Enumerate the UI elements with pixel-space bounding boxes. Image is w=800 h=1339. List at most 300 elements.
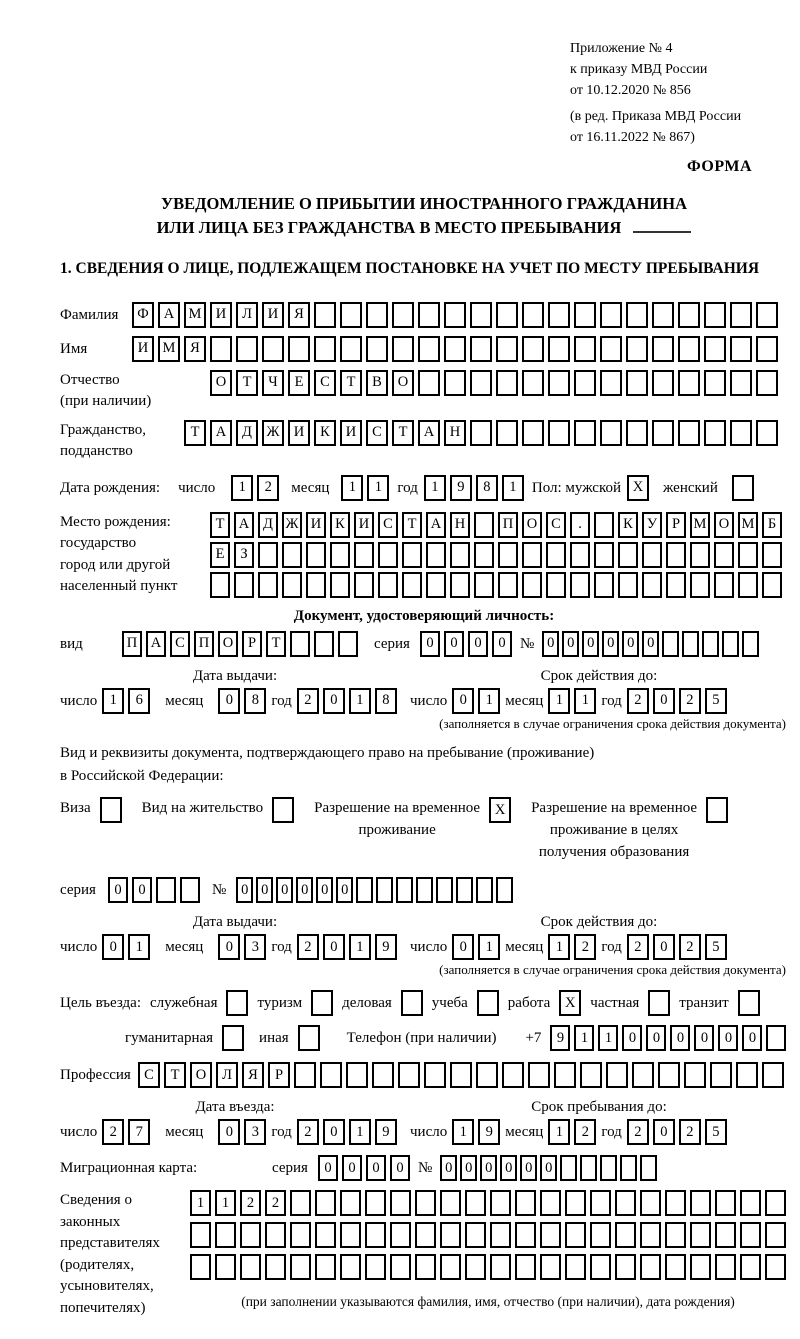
birth-place-char-box[interactable]: Б bbox=[762, 512, 782, 538]
phone-digit-box[interactable] bbox=[766, 1025, 786, 1051]
birth-place-char-box[interactable] bbox=[354, 572, 374, 598]
birth-place-char-box[interactable] bbox=[570, 572, 590, 598]
stay-year-box[interactable]: 2 bbox=[627, 1119, 649, 1145]
birth-place-char-box[interactable] bbox=[498, 572, 518, 598]
birth-place-char-box[interactable] bbox=[642, 572, 662, 598]
name-char-box[interactable] bbox=[470, 336, 492, 362]
phone-digit-box[interactable]: 9 bbox=[550, 1025, 570, 1051]
profession-char-box[interactable] bbox=[580, 1062, 602, 1088]
name-char-box[interactable] bbox=[236, 336, 258, 362]
representatives-char-box[interactable] bbox=[540, 1254, 561, 1280]
citizenship-char-box[interactable] bbox=[548, 420, 570, 446]
birth-place-char-box[interactable] bbox=[738, 572, 758, 598]
citizenship-char-box[interactable] bbox=[574, 420, 596, 446]
representatives-char-box[interactable] bbox=[190, 1222, 211, 1248]
phone-digit-box[interactable]: 0 bbox=[718, 1025, 738, 1051]
sluzhebnaya-checkbox[interactable] bbox=[226, 990, 248, 1016]
representatives-char-box[interactable] bbox=[540, 1190, 561, 1216]
migration-series-box[interactable]: 0 bbox=[366, 1155, 386, 1181]
residence-number-box[interactable]: 0 bbox=[336, 877, 353, 903]
residence-issue-year-box[interactable]: 2 bbox=[297, 934, 319, 960]
profession-char-box[interactable] bbox=[372, 1062, 394, 1088]
birth-month-box[interactable]: 1 bbox=[341, 475, 363, 501]
representatives-char-box[interactable] bbox=[690, 1190, 711, 1216]
birth-place-char-box[interactable] bbox=[522, 572, 542, 598]
representatives-char-box[interactable] bbox=[315, 1222, 336, 1248]
profession-char-box[interactable] bbox=[658, 1062, 680, 1088]
profession-char-box[interactable]: Р bbox=[268, 1062, 290, 1088]
residence-number-box[interactable] bbox=[436, 877, 453, 903]
birth-place-char-box[interactable] bbox=[570, 542, 590, 568]
name-char-box[interactable] bbox=[678, 336, 700, 362]
representatives-char-box[interactable] bbox=[315, 1254, 336, 1280]
male-checkbox[interactable]: X bbox=[627, 475, 649, 501]
profession-char-box[interactable] bbox=[450, 1062, 472, 1088]
representatives-char-box[interactable] bbox=[590, 1222, 611, 1248]
identity-issue-month-box[interactable]: 0 bbox=[218, 688, 240, 714]
phone-digit-box[interactable]: 0 bbox=[670, 1025, 690, 1051]
name-char-box[interactable] bbox=[730, 336, 752, 362]
representatives-char-box[interactable] bbox=[340, 1222, 361, 1248]
residence-valid-day-box[interactable]: 1 bbox=[478, 934, 500, 960]
surname-char-box[interactable]: И bbox=[210, 302, 232, 328]
birth-place-char-box[interactable] bbox=[306, 542, 326, 568]
birth-place-char-box[interactable] bbox=[594, 512, 614, 538]
citizenship-char-box[interactable]: К bbox=[314, 420, 336, 446]
representatives-char-box[interactable]: 1 bbox=[215, 1190, 236, 1216]
representatives-char-box[interactable] bbox=[715, 1190, 736, 1216]
name-char-box[interactable] bbox=[756, 336, 778, 362]
birth-place-char-box[interactable] bbox=[666, 542, 686, 568]
identity-number-box[interactable] bbox=[742, 631, 759, 657]
birth-place-char-box[interactable] bbox=[522, 542, 542, 568]
entry-day-box[interactable]: 2 bbox=[102, 1119, 124, 1145]
birth-place-char-box[interactable] bbox=[330, 542, 350, 568]
profession-char-box[interactable] bbox=[736, 1062, 758, 1088]
patronymic-char-box[interactable]: Т bbox=[340, 370, 362, 396]
representatives-char-box[interactable] bbox=[615, 1254, 636, 1280]
birth-year-box[interactable]: 8 bbox=[476, 475, 498, 501]
patronymic-char-box[interactable] bbox=[730, 370, 752, 396]
surname-char-box[interactable] bbox=[392, 302, 414, 328]
representatives-char-box[interactable] bbox=[640, 1254, 661, 1280]
representatives-char-box[interactable] bbox=[390, 1254, 411, 1280]
representatives-char-box[interactable] bbox=[415, 1190, 436, 1216]
profession-char-box[interactable] bbox=[528, 1062, 550, 1088]
representatives-char-box[interactable] bbox=[765, 1190, 786, 1216]
birth-place-char-box[interactable] bbox=[234, 572, 254, 598]
birth-place-char-box[interactable] bbox=[210, 572, 230, 598]
birth-place-char-box[interactable] bbox=[642, 542, 662, 568]
name-char-box[interactable] bbox=[652, 336, 674, 362]
birth-place-char-box[interactable] bbox=[330, 572, 350, 598]
residence-series-box[interactable]: 0 bbox=[108, 877, 128, 903]
identity-number-box[interactable] bbox=[662, 631, 679, 657]
patronymic-char-box[interactable]: О bbox=[210, 370, 232, 396]
representatives-char-box[interactable] bbox=[390, 1190, 411, 1216]
birth-place-char-box[interactable] bbox=[474, 512, 494, 538]
identity-number-box[interactable] bbox=[722, 631, 739, 657]
residence-issue-year-box[interactable]: 9 bbox=[375, 934, 397, 960]
representatives-char-box[interactable] bbox=[715, 1222, 736, 1248]
residence-issue-year-box[interactable]: 1 bbox=[349, 934, 371, 960]
name-char-box[interactable] bbox=[548, 336, 570, 362]
birth-place-char-box[interactable]: О bbox=[714, 512, 734, 538]
representatives-char-box[interactable]: 1 bbox=[190, 1190, 211, 1216]
identity-kind-char-box[interactable]: Т bbox=[266, 631, 286, 657]
ucheba-checkbox[interactable] bbox=[477, 990, 499, 1016]
birth-place-char-box[interactable]: М bbox=[738, 512, 758, 538]
residence-valid-month-box[interactable]: 2 bbox=[574, 934, 596, 960]
identity-number-box[interactable] bbox=[682, 631, 699, 657]
residence-number-box[interactable]: 0 bbox=[296, 877, 313, 903]
surname-char-box[interactable] bbox=[574, 302, 596, 328]
phone-digit-box[interactable]: 0 bbox=[694, 1025, 714, 1051]
stay-month-box[interactable]: 1 bbox=[548, 1119, 570, 1145]
birth-place-char-box[interactable]: Д bbox=[258, 512, 278, 538]
name-char-box[interactable] bbox=[444, 336, 466, 362]
representatives-char-box[interactable] bbox=[665, 1222, 686, 1248]
identity-valid-month-box[interactable]: 1 bbox=[548, 688, 570, 714]
birth-place-char-box[interactable] bbox=[618, 542, 638, 568]
representatives-char-box[interactable] bbox=[665, 1254, 686, 1280]
profession-char-box[interactable]: Л bbox=[216, 1062, 238, 1088]
patronymic-char-box[interactable] bbox=[626, 370, 648, 396]
migration-number-box[interactable]: 0 bbox=[480, 1155, 497, 1181]
name-char-box[interactable] bbox=[392, 336, 414, 362]
citizenship-char-box[interactable]: А bbox=[210, 420, 232, 446]
representatives-char-box[interactable] bbox=[615, 1190, 636, 1216]
profession-char-box[interactable] bbox=[710, 1062, 732, 1088]
migration-series-box[interactable]: 0 bbox=[342, 1155, 362, 1181]
birth-place-char-box[interactable]: К bbox=[618, 512, 638, 538]
residence-permit-checkbox[interactable] bbox=[272, 797, 294, 823]
birth-place-char-box[interactable]: О bbox=[522, 512, 542, 538]
residence-valid-year-box[interactable]: 0 bbox=[653, 934, 675, 960]
representatives-char-box[interactable]: 2 bbox=[240, 1190, 261, 1216]
representatives-char-box[interactable] bbox=[365, 1222, 386, 1248]
representatives-char-box[interactable]: 2 bbox=[265, 1190, 286, 1216]
residence-number-box[interactable] bbox=[496, 877, 513, 903]
name-char-box[interactable] bbox=[314, 336, 336, 362]
surname-char-box[interactable]: Ф bbox=[132, 302, 154, 328]
patronymic-char-box[interactable] bbox=[470, 370, 492, 396]
identity-valid-year-box[interactable]: 2 bbox=[679, 688, 701, 714]
residence-series-box[interactable] bbox=[156, 877, 176, 903]
representatives-char-box[interactable] bbox=[665, 1190, 686, 1216]
representatives-char-box[interactable] bbox=[740, 1222, 761, 1248]
identity-valid-year-box[interactable]: 0 bbox=[653, 688, 675, 714]
identity-valid-day-box[interactable]: 1 bbox=[478, 688, 500, 714]
profession-char-box[interactable] bbox=[398, 1062, 420, 1088]
birth-place-char-box[interactable] bbox=[474, 572, 494, 598]
stay-year-box[interactable]: 5 bbox=[705, 1119, 727, 1145]
name-char-box[interactable] bbox=[704, 336, 726, 362]
representatives-char-box[interactable] bbox=[640, 1222, 661, 1248]
name-char-box[interactable]: И bbox=[132, 336, 154, 362]
surname-char-box[interactable] bbox=[704, 302, 726, 328]
identity-issue-year-box[interactable]: 1 bbox=[349, 688, 371, 714]
representatives-char-box[interactable] bbox=[240, 1254, 261, 1280]
surname-char-box[interactable]: А bbox=[158, 302, 180, 328]
birth-place-char-box[interactable]: С bbox=[378, 512, 398, 538]
surname-char-box[interactable] bbox=[340, 302, 362, 328]
identity-series-box[interactable]: 0 bbox=[420, 631, 440, 657]
birth-place-char-box[interactable] bbox=[714, 572, 734, 598]
birth-place-char-box[interactable] bbox=[714, 542, 734, 568]
identity-series-box[interactable]: 0 bbox=[468, 631, 488, 657]
name-char-box[interactable] bbox=[418, 336, 440, 362]
patronymic-char-box[interactable]: С bbox=[314, 370, 336, 396]
representatives-char-box[interactable] bbox=[365, 1190, 386, 1216]
identity-series-box[interactable]: 0 bbox=[444, 631, 464, 657]
surname-char-box[interactable] bbox=[730, 302, 752, 328]
citizenship-char-box[interactable]: Н bbox=[444, 420, 466, 446]
profession-char-box[interactable]: О bbox=[190, 1062, 212, 1088]
visa-checkbox[interactable] bbox=[100, 797, 122, 823]
female-checkbox[interactable] bbox=[732, 475, 754, 501]
representatives-char-box[interactable] bbox=[565, 1222, 586, 1248]
patronymic-char-box[interactable]: О bbox=[392, 370, 414, 396]
representatives-char-box[interactable] bbox=[290, 1254, 311, 1280]
surname-char-box[interactable] bbox=[756, 302, 778, 328]
birth-place-char-box[interactable]: Р bbox=[666, 512, 686, 538]
entry-year-box[interactable]: 1 bbox=[349, 1119, 371, 1145]
entry-year-box[interactable]: 9 bbox=[375, 1119, 397, 1145]
representatives-char-box[interactable] bbox=[740, 1254, 761, 1280]
residence-series-box[interactable] bbox=[180, 877, 200, 903]
representatives-char-box[interactable] bbox=[415, 1222, 436, 1248]
birth-place-char-box[interactable] bbox=[450, 542, 470, 568]
name-char-box[interactable] bbox=[600, 336, 622, 362]
migration-number-box[interactable] bbox=[580, 1155, 597, 1181]
residence-issue-year-box[interactable]: 0 bbox=[323, 934, 345, 960]
residence-series-box[interactable]: 0 bbox=[132, 877, 152, 903]
residence-number-box[interactable] bbox=[356, 877, 373, 903]
birth-place-char-box[interactable]: М bbox=[690, 512, 710, 538]
birth-place-char-box[interactable] bbox=[426, 572, 446, 598]
patronymic-char-box[interactable] bbox=[444, 370, 466, 396]
identity-issue-day-box[interactable]: 6 bbox=[128, 688, 150, 714]
surname-char-box[interactable] bbox=[522, 302, 544, 328]
representatives-char-box[interactable] bbox=[590, 1254, 611, 1280]
representatives-char-box[interactable] bbox=[265, 1222, 286, 1248]
citizenship-char-box[interactable]: Д bbox=[236, 420, 258, 446]
citizenship-char-box[interactable]: И bbox=[288, 420, 310, 446]
birth-month-box[interactable]: 1 bbox=[367, 475, 389, 501]
name-char-box[interactable]: М bbox=[158, 336, 180, 362]
profession-char-box[interactable] bbox=[684, 1062, 706, 1088]
representatives-char-box[interactable] bbox=[690, 1254, 711, 1280]
residence-issue-month-box[interactable]: 0 bbox=[218, 934, 240, 960]
residence-issue-month-box[interactable]: 3 bbox=[244, 934, 266, 960]
turizm-checkbox[interactable] bbox=[311, 990, 333, 1016]
residence-valid-year-box[interactable]: 2 bbox=[679, 934, 701, 960]
birth-place-char-box[interactable] bbox=[666, 572, 686, 598]
identity-number-box[interactable]: 0 bbox=[582, 631, 599, 657]
surname-char-box[interactable] bbox=[314, 302, 336, 328]
stay-year-box[interactable]: 0 bbox=[653, 1119, 675, 1145]
residence-valid-year-box[interactable]: 2 bbox=[627, 934, 649, 960]
surname-char-box[interactable] bbox=[496, 302, 518, 328]
birth-place-char-box[interactable]: З bbox=[234, 542, 254, 568]
inaya-checkbox[interactable] bbox=[298, 1025, 320, 1051]
birth-place-char-box[interactable]: К bbox=[330, 512, 350, 538]
surname-char-box[interactable] bbox=[418, 302, 440, 328]
representatives-char-box[interactable] bbox=[515, 1254, 536, 1280]
profession-char-box[interactable] bbox=[632, 1062, 654, 1088]
migration-number-box[interactable] bbox=[640, 1155, 657, 1181]
citizenship-char-box[interactable] bbox=[522, 420, 544, 446]
representatives-char-box[interactable] bbox=[465, 1222, 486, 1248]
birth-place-char-box[interactable]: С bbox=[546, 512, 566, 538]
identity-issue-month-box[interactable]: 8 bbox=[244, 688, 266, 714]
birth-place-char-box[interactable] bbox=[258, 542, 278, 568]
representatives-char-box[interactable] bbox=[615, 1222, 636, 1248]
representatives-char-box[interactable] bbox=[190, 1254, 211, 1280]
identity-number-box[interactable]: 0 bbox=[542, 631, 559, 657]
patronymic-char-box[interactable] bbox=[756, 370, 778, 396]
patronymic-char-box[interactable] bbox=[678, 370, 700, 396]
name-char-box[interactable] bbox=[496, 336, 518, 362]
birth-place-char-box[interactable]: А bbox=[426, 512, 446, 538]
citizenship-char-box[interactable] bbox=[626, 420, 648, 446]
patronymic-char-box[interactable] bbox=[418, 370, 440, 396]
identity-series-box[interactable]: 0 bbox=[492, 631, 512, 657]
name-char-box[interactable] bbox=[626, 336, 648, 362]
name-char-box[interactable] bbox=[340, 336, 362, 362]
birth-place-char-box[interactable]: Е bbox=[210, 542, 230, 568]
stay-day-box[interactable]: 9 bbox=[478, 1119, 500, 1145]
surname-char-box[interactable] bbox=[548, 302, 570, 328]
patronymic-char-box[interactable]: Ч bbox=[262, 370, 284, 396]
name-char-box[interactable] bbox=[574, 336, 596, 362]
profession-char-box[interactable]: Я bbox=[242, 1062, 264, 1088]
identity-number-box[interactable]: 0 bbox=[642, 631, 659, 657]
patronymic-char-box[interactable] bbox=[652, 370, 674, 396]
surname-char-box[interactable]: Л bbox=[236, 302, 258, 328]
migration-number-box[interactable] bbox=[620, 1155, 637, 1181]
representatives-char-box[interactable] bbox=[490, 1222, 511, 1248]
representatives-char-box[interactable] bbox=[490, 1254, 511, 1280]
name-char-box[interactable] bbox=[288, 336, 310, 362]
representatives-char-box[interactable] bbox=[265, 1254, 286, 1280]
identity-valid-day-box[interactable]: 0 bbox=[452, 688, 474, 714]
birth-place-char-box[interactable] bbox=[762, 542, 782, 568]
patronymic-char-box[interactable] bbox=[522, 370, 544, 396]
birth-place-char-box[interactable] bbox=[762, 572, 782, 598]
citizenship-char-box[interactable]: С bbox=[366, 420, 388, 446]
citizenship-char-box[interactable]: А bbox=[418, 420, 440, 446]
representatives-char-box[interactable] bbox=[690, 1222, 711, 1248]
surname-char-box[interactable] bbox=[470, 302, 492, 328]
entry-year-box[interactable]: 0 bbox=[323, 1119, 345, 1145]
phone-digit-box[interactable]: 0 bbox=[646, 1025, 666, 1051]
profession-char-box[interactable] bbox=[424, 1062, 446, 1088]
entry-month-box[interactable]: 0 bbox=[218, 1119, 240, 1145]
profession-char-box[interactable] bbox=[502, 1062, 524, 1088]
representatives-char-box[interactable] bbox=[290, 1222, 311, 1248]
residence-number-box[interactable]: 0 bbox=[276, 877, 293, 903]
citizenship-char-box[interactable]: И bbox=[340, 420, 362, 446]
surname-char-box[interactable]: М bbox=[184, 302, 206, 328]
citizenship-char-box[interactable] bbox=[652, 420, 674, 446]
residence-number-box[interactable] bbox=[456, 877, 473, 903]
profession-char-box[interactable] bbox=[346, 1062, 368, 1088]
citizenship-char-box[interactable] bbox=[756, 420, 778, 446]
birth-place-char-box[interactable]: Т bbox=[402, 512, 422, 538]
residence-issue-day-box[interactable]: 1 bbox=[128, 934, 150, 960]
residence-number-box[interactable] bbox=[396, 877, 413, 903]
birth-place-char-box[interactable]: И bbox=[354, 512, 374, 538]
surname-char-box[interactable] bbox=[626, 302, 648, 328]
surname-char-box[interactable] bbox=[652, 302, 674, 328]
identity-kind-char-box[interactable]: А bbox=[146, 631, 166, 657]
representatives-char-box[interactable] bbox=[440, 1222, 461, 1248]
name-char-box[interactable] bbox=[262, 336, 284, 362]
stay-day-box[interactable]: 1 bbox=[452, 1119, 474, 1145]
identity-valid-year-box[interactable]: 5 bbox=[705, 688, 727, 714]
citizenship-char-box[interactable] bbox=[496, 420, 518, 446]
citizenship-char-box[interactable] bbox=[470, 420, 492, 446]
representatives-char-box[interactable] bbox=[315, 1190, 336, 1216]
profession-char-box[interactable] bbox=[476, 1062, 498, 1088]
birth-place-char-box[interactable]: Н bbox=[450, 512, 470, 538]
phone-digit-box[interactable]: 0 bbox=[622, 1025, 642, 1051]
representatives-char-box[interactable] bbox=[465, 1190, 486, 1216]
entry-year-box[interactable]: 2 bbox=[297, 1119, 319, 1145]
representatives-char-box[interactable] bbox=[415, 1254, 436, 1280]
birth-place-char-box[interactable] bbox=[546, 572, 566, 598]
migration-number-box[interactable]: 0 bbox=[460, 1155, 477, 1181]
birth-place-char-box[interactable] bbox=[594, 572, 614, 598]
phone-digit-box[interactable]: 0 bbox=[742, 1025, 762, 1051]
migration-number-box[interactable] bbox=[560, 1155, 577, 1181]
patronymic-char-box[interactable]: Е bbox=[288, 370, 310, 396]
identity-number-box[interactable]: 0 bbox=[562, 631, 579, 657]
migration-series-box[interactable]: 0 bbox=[390, 1155, 410, 1181]
birth-place-char-box[interactable] bbox=[402, 572, 422, 598]
profession-char-box[interactable] bbox=[606, 1062, 628, 1088]
birth-place-char-box[interactable] bbox=[354, 542, 374, 568]
patronymic-char-box[interactable]: Т bbox=[236, 370, 258, 396]
birth-place-char-box[interactable] bbox=[738, 542, 758, 568]
stay-month-box[interactable]: 2 bbox=[574, 1119, 596, 1145]
name-char-box[interactable] bbox=[210, 336, 232, 362]
phone-digit-box[interactable]: 1 bbox=[574, 1025, 594, 1051]
birth-day-box[interactable]: 2 bbox=[257, 475, 279, 501]
delovaya-checkbox[interactable] bbox=[401, 990, 423, 1016]
birth-place-char-box[interactable] bbox=[474, 542, 494, 568]
name-char-box[interactable]: Я bbox=[184, 336, 206, 362]
profession-char-box[interactable] bbox=[762, 1062, 784, 1088]
entry-day-box[interactable]: 7 bbox=[128, 1119, 150, 1145]
birth-place-char-box[interactable] bbox=[426, 542, 446, 568]
residence-number-box[interactable]: 0 bbox=[236, 877, 253, 903]
representatives-char-box[interactable] bbox=[340, 1190, 361, 1216]
representatives-char-box[interactable] bbox=[515, 1222, 536, 1248]
residence-number-box[interactable] bbox=[476, 877, 493, 903]
citizenship-char-box[interactable] bbox=[600, 420, 622, 446]
representatives-char-box[interactable] bbox=[765, 1222, 786, 1248]
representatives-char-box[interactable] bbox=[515, 1190, 536, 1216]
patronymic-char-box[interactable] bbox=[574, 370, 596, 396]
representatives-char-box[interactable] bbox=[640, 1190, 661, 1216]
representatives-char-box[interactable] bbox=[240, 1222, 261, 1248]
patronymic-char-box[interactable] bbox=[548, 370, 570, 396]
entry-month-box[interactable]: 3 bbox=[244, 1119, 266, 1145]
birth-year-box[interactable]: 9 bbox=[450, 475, 472, 501]
